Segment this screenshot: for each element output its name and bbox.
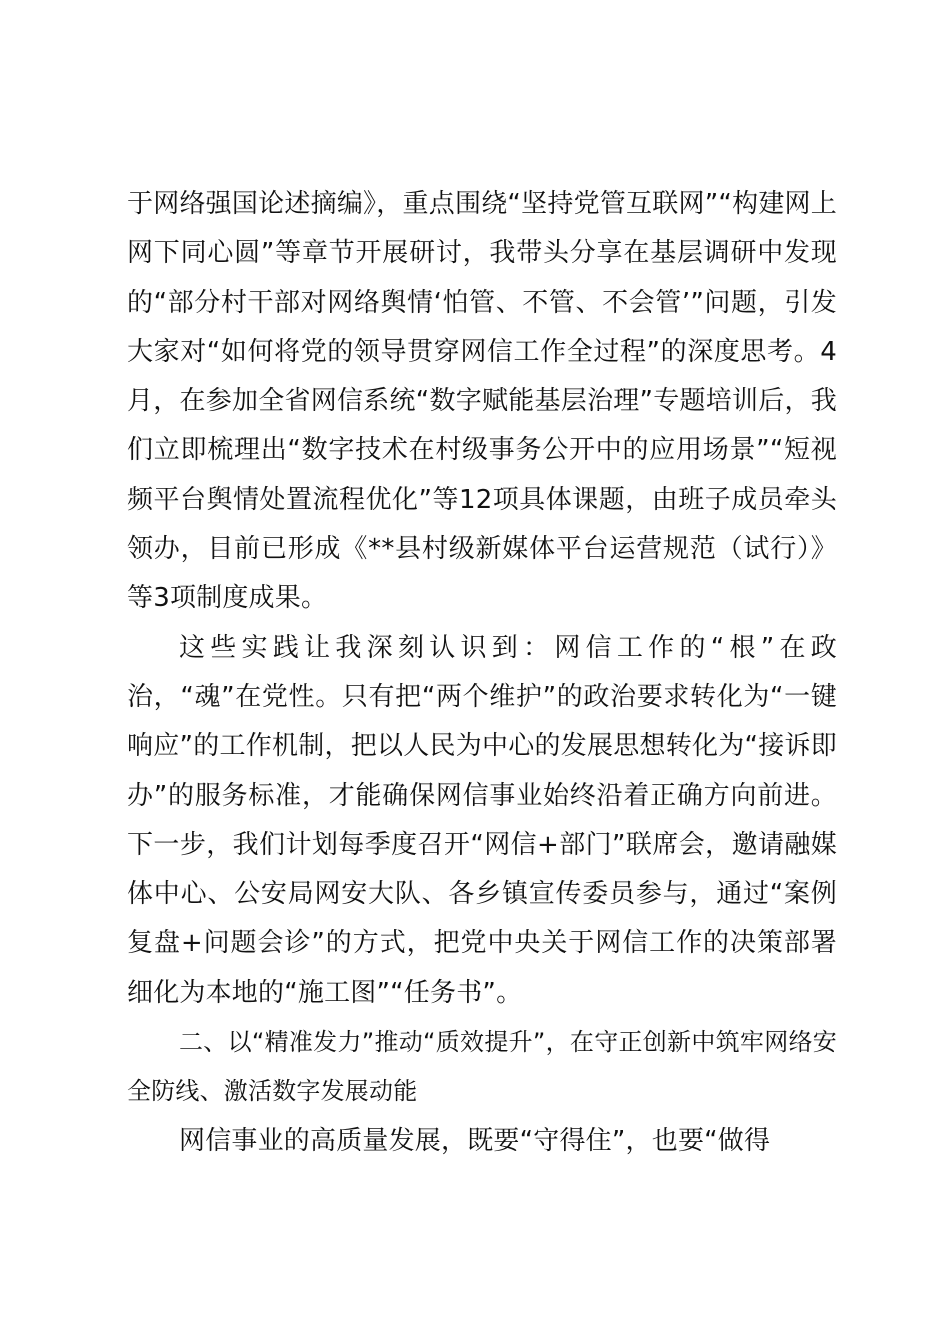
paragraph-continued: 于网络强国论述摘编》，重点围绕“坚持党管互联网”“构建网上网下同心圆”等章节开展研讨，我带头分享在基层调研中发现的“部分村干部对网络舆情‘怕管、不管、不会管’”问题，引发大家对“如何将党的领导贯穿网信工作全过程”的深度思考。4月，在参加全省网信系统“数字赋能基层治理”专题培训后，我们立即梳理出“数字技术在村级事务公开中的应用场景”“短视频平台舆情处置流程优化”等12项具体课题，由班子成员牵头领办，目前已形成《**县村级新媒体平台运营规范（试行）》等3项制度成果。 xyxy=(127,189,837,614)
document-body xyxy=(127,180,837,1166)
paragraph-section-intro: 网信事业的高质量发展，既要“守得住”，也要“做得 xyxy=(179,1125,771,1156)
section-heading: 二、以“精准发力”推动“质效提升”，在守正创新中筑牢网络安全防线、激活数字发展动能 xyxy=(127,1028,837,1106)
paragraph-reflection: 这些实践让我深刻认识到：网信工作的“根”在政治，“魂”在党性。只有把“两个维护”的政治要求转化为“一键响应”的工作机制，把以人民为中心的发展思想转化为“接诉即办”的服务标准，才能确保网信事业始终沿着正确方向前进。下一步，我们计划每季度召开“网信+部门”联席会，邀请融媒体中心、公安局网安大队、各乡镇宣传委员参与，通过“案例复盘+问题会诊”的方式，把党中央关于网信工作的决策部署细化为本地的“施工图”“任务书”。 xyxy=(127,632,837,1008)
